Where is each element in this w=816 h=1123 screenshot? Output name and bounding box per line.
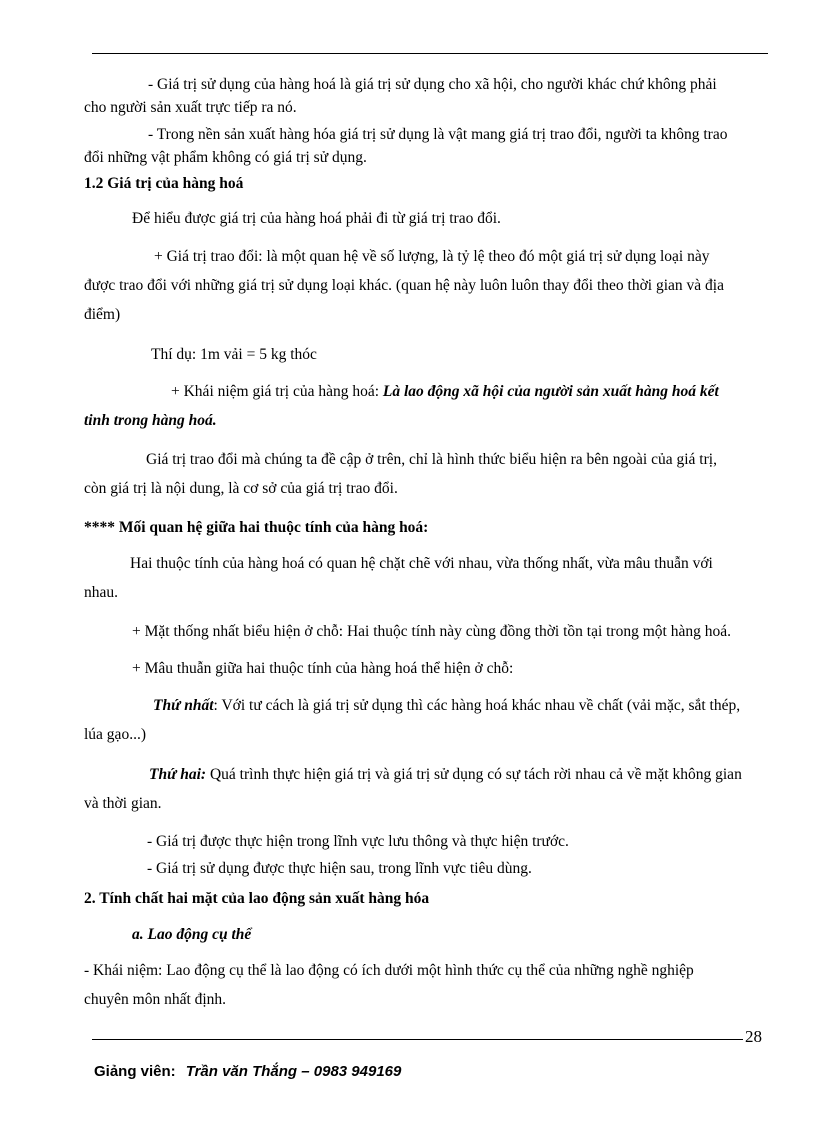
- footer-lecturer: [94, 1063, 401, 1080]
- text-line: [84, 697, 766, 715]
- footer-rule: [92, 1039, 743, 1040]
- text-line: Hai thuộc tính của hàng hoá có quan hệ chặt chẽ với nhau, vừa thống nhất, vừa mâu thuẫn với: [130, 555, 713, 572]
- point-text: Quá trình thực hiện giá trị và giá trị sử dụng có sự tách rời nhau cả về mặt không gian: [206, 766, 742, 783]
- text-line: còn giá trị là nội dung, là cơ sở của giá trị trao đổi.: [84, 480, 398, 497]
- text-line: chuyên môn nhất định.: [84, 991, 227, 1008]
- text-line: lúa gạo...): [84, 726, 146, 743]
- paragraph-unity: + Mặt thống nhất biểu hiện ở chỗ: Hai thuộc tính này cùng đồng thời tồn tại trong một hàng hoá.: [132, 623, 731, 640]
- text-line: [84, 383, 766, 401]
- text-line: - Giá trị sử dụng của hàng hoá là giá trị sử dụng cho xã hội, cho người khác chứ không phải: [148, 76, 717, 93]
- point-text: : Với tư cách là giá trị sử dụng thì các hàng hoá khác nhau về chất (vải mặc, sắt thép,: [213, 697, 741, 714]
- concept-definition: Là lao động xã hội của người sản xuất hàng hoá kết: [382, 383, 719, 400]
- lecturer-name: Trần văn Thắng – 0983 949169: [185, 1063, 402, 1080]
- paragraph-concrete-labor: [84, 962, 766, 1009]
- paragraph-exchange-value: [84, 248, 766, 324]
- text-line: nhau.: [84, 584, 119, 601]
- text-line: - Trong nền sản xuất hàng hóa giá trị sử dụng là vật mang giá trị trao đổi, người ta không trao: [148, 126, 728, 143]
- paragraph-example: Thí dụ: 1m vải = 5 kg thóc: [151, 346, 317, 363]
- section-heading-relation: **** Mối quan hệ giữa hai thuộc tính của hàng hoá:: [84, 519, 429, 536]
- paragraph-use-value-society: [84, 76, 766, 117]
- point-label: Thứ hai:: [149, 766, 207, 783]
- concept-prefix: + Khái niệm giá trị của hàng hoá:: [171, 383, 383, 400]
- lecturer-label: Giảng viên:: [94, 1063, 176, 1080]
- text-line: đổi những vật phẩm không có giá trị sử dụng.: [84, 149, 367, 166]
- text-line: + Giá trị trao đổi: là một quan hệ về số lượng, là tỷ lệ theo đó một giá trị sử dụng loại này: [154, 248, 710, 265]
- concept-definition-continued: tinh trong hàng hoá.: [84, 412, 217, 429]
- text-line: cho người sản xuất trực tiếp ra nó.: [84, 99, 297, 116]
- text-line: Giá trị trao đổi mà chúng ta đề cập ở trên, chỉ là hình thức biểu hiện ra bên ngoài của giá trị,: [146, 451, 717, 468]
- text-line: được trao đổi với những giá trị sử dụng loại khác. (quan hệ này luôn luôn thay đổi theo thời gian và địa: [84, 277, 724, 294]
- paragraph-first-point: [84, 697, 766, 744]
- paragraph-understand-value: Để hiểu được giá trị của hàng hoá phải đi từ giá trị trao đổi.: [132, 210, 501, 227]
- paragraph-use-value-exchange: [84, 126, 766, 167]
- paragraph-two-attributes: [84, 555, 766, 602]
- point-label: Thứ nhất: [153, 697, 214, 714]
- paragraph-exchange-form: [84, 451, 766, 498]
- text-line: điểm): [84, 306, 121, 323]
- header-rule: [92, 53, 768, 54]
- paragraph-use-value-realized: - Giá trị sử dụng được thực hiện sau, trong lĩnh vực tiêu dùng.: [147, 860, 532, 877]
- text-line: [84, 766, 766, 784]
- text-line: - Khái niệm: Lao động cụ thể là lao động có ích dưới một hình thức cụ thể của những nghề nghiệp: [84, 962, 694, 979]
- section-heading-1-2: 1.2 Giá trị của hàng hoá: [84, 175, 244, 192]
- text-line: và thời gian.: [84, 795, 162, 812]
- paragraph-second-point: [84, 766, 766, 813]
- paragraph-value-concept: [84, 383, 766, 430]
- paragraph-contradiction: + Mâu thuẫn giữa hai thuộc tính của hàng hoá thể hiện ở chỗ:: [132, 660, 514, 677]
- section-heading-2: 2. Tính chất hai mặt của lao động sản xuất hàng hóa: [84, 890, 430, 907]
- subsection-heading-2a: a. Lao động cụ thể: [132, 926, 252, 943]
- paragraph-value-realized: - Giá trị được thực hiện trong lĩnh vực lưu thông và thực hiện trước.: [147, 833, 569, 850]
- page-number: 28: [745, 1027, 762, 1046]
